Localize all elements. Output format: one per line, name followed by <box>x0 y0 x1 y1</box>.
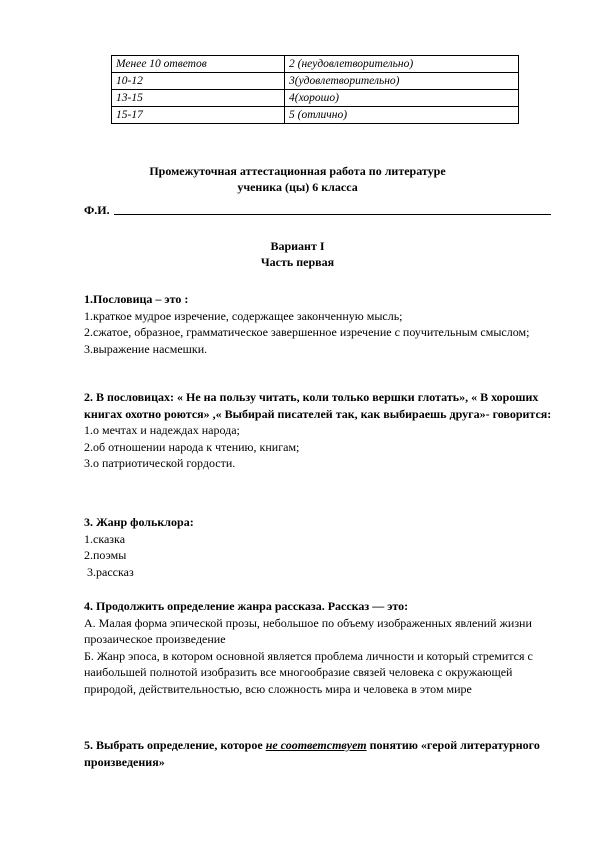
question-3 <box>84 514 554 580</box>
score-range-cell: 10-12 <box>112 73 285 90</box>
title-line-1: Промежуточная аттестационная работа по литературе <box>149 164 446 178</box>
variant-title: Вариант I <box>270 239 325 253</box>
question-title-end: понятию «герой литературного произведения» <box>84 738 540 769</box>
answer-option: 3.о патриотической гордости. <box>84 456 236 470</box>
answer-option: Б. Жанр эпоса, в котором основной является проблема личности и который стремится с наибольшей полнотой изобразить все многообразие связей человека с окружающей природой, действительностью, всю сложность мира и человека в этом мире <box>84 648 533 696</box>
question-title <box>84 737 554 770</box>
variant-heading <box>0 238 595 270</box>
answer-option: 2.поэмы <box>84 548 127 562</box>
answer-option: 3.выражение насмешки. <box>84 341 208 356</box>
table-row <box>112 107 519 124</box>
grade-cell: 5 (отлично) <box>285 107 519 124</box>
question-1 <box>84 291 554 357</box>
score-range-cell: 13-15 <box>112 90 285 107</box>
answer-option: 1.краткое мудрое изречение, содержащее законченную мысль; <box>84 308 403 323</box>
grade-cell: 3(удовлетворительно) <box>285 73 519 90</box>
answer-option: 2.об отношении народа к чтению, книгам; <box>84 439 300 454</box>
question-title: 3. Жанр фольклора: <box>84 515 194 529</box>
answer-option: 3.рассказ <box>84 564 134 579</box>
question-title: 4. Продолжить определение жанра рассказа. Рассказ — это: <box>84 599 409 613</box>
table-row <box>112 56 519 73</box>
answer-option: 1.сказка <box>84 531 126 546</box>
question-title: 1.Пословица – это : <box>84 292 189 306</box>
question-title-emphasis: не соответствует <box>265 738 367 752</box>
grade-cell: 2 (неудовлетворительно) <box>285 56 519 73</box>
question-4 <box>84 598 554 697</box>
grade-table <box>111 55 519 124</box>
grade-cell: 4(хорошо) <box>285 90 519 107</box>
title-line-2: ученика (цы) 6 класса <box>237 180 358 194</box>
question-title-start: 5. Выбрать определение, которое <box>84 738 266 752</box>
part-title: Часть первая <box>260 255 335 269</box>
answer-option: А. Малая форма эпической прозы, небольшое по объему изображенных явлений жизни прозаическое произведение <box>84 615 532 646</box>
score-range-cell: Менее 10 ответов <box>112 56 285 73</box>
question-title: 2. В пословицах: « Не на пользу читать, коли только вершки глотать», « В хороших книгах охотно роются» ,« Выбирай писателей так, как выбираешь друга»- говорится: <box>84 390 552 421</box>
table-row <box>112 73 519 90</box>
answer-option: 1.о мечтах и надеждах народа; <box>84 423 240 437</box>
fio-label: Ф.И. <box>84 203 110 217</box>
table-row <box>112 90 519 107</box>
question-2 <box>84 389 554 472</box>
fio-input-line[interactable] <box>114 214 551 215</box>
score-range-cell: 15-17 <box>112 107 285 124</box>
page-title <box>0 163 595 195</box>
question-5 <box>84 737 554 770</box>
answer-option: 2.сжатое, образное, грамматическое завершенное изречение с поучительным смыслом; <box>84 325 530 339</box>
